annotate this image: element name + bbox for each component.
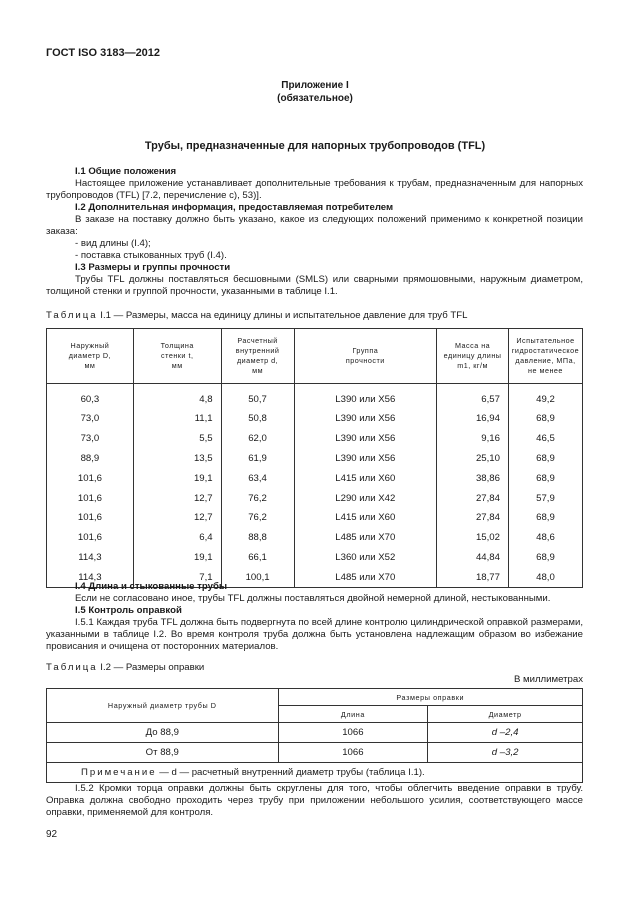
section-title: Трубы, предназначенные для напорных трубопроводов (TFL) [144, 140, 486, 152]
table-row: 101,6 6,4 88,8 L485 или X70 15,02 48,6 [47, 528, 583, 548]
list-item: - вид длины (I.4); [75, 238, 151, 249]
col-header-outer-diameter: Наружный диаметр D, мм [47, 329, 134, 384]
paragraph-i5-1: I.5.1 Каждая труба TFL должна быть подвергнута по всей длине контролю цилиндрической оправкой размерами, указанными в таблице I.2. Во время контроля труба должна быть установлена надлежащим образом во избежание провисания и очищена от посторонних материалов. [46, 617, 583, 652]
col-header-mandrel-size: Размеры оправки [278, 689, 582, 706]
table-note-row [47, 763, 583, 783]
list-item: - поставка стыкованных труб (I.4). [75, 250, 227, 261]
paragraph-i1: Настоящее приложение устанавливает дополнительные требования к трубам, предназначенным для напорных трубопроводов (TFL) [7.2, перечисление c), 53)]. [46, 178, 583, 201]
col-header-length: Длина [278, 706, 428, 723]
table-row: От 88,9 1066 d –3,2 [47, 743, 583, 763]
col-header-pipe-diameter: Наружный диаметр трубы D [47, 689, 279, 723]
table-row: 114,3 19,1 66,1 L360 или X52 44,84 68,9 [47, 548, 583, 568]
paragraph-i4: Если не согласовано иное, трубы TFL должны поставляться двойной немерной длиной, нестыкованными. [75, 593, 551, 604]
table-row: 60,3 4,8 50,7 L390 или X56 6,57 49,2 [47, 384, 583, 410]
document-code: ГОСТ ISO 3183—2012 [46, 47, 161, 59]
col-header-test-pressure: Испытательное гидростатическое давление, МПа, не менее [508, 329, 582, 384]
table-i1 [46, 328, 583, 588]
heading-i2: I.2 Дополнительная информация, предоставляемая потребителем [75, 202, 394, 213]
paragraph-i5-2: I.5.2 Кромки торца оправки должны быть скруглены для того, чтобы облегчить введение оправки в трубу. Оправка должна свободно проходить через трубу при приложении небольшого усилия, соответствующего массе оправки, применяемой для контроля. [46, 783, 583, 818]
page-number: 92 [46, 829, 58, 840]
table-row: 101,6 19,1 63,4 L415 или X60 38,86 68,9 [47, 468, 583, 488]
heading-i4: I.4 Длина и стыкованные трубы [75, 581, 228, 592]
table-row: 88,9 13,5 61,9 L390 или X56 25,10 68,9 [47, 449, 583, 469]
heading-i1: I.1 Общие положения [75, 166, 177, 177]
table-row: 114,3 7,1 100,1 L485 или X70 18,77 48,0 [47, 567, 583, 587]
col-header-mass: Масса на единицу длины m1, кг/м [437, 329, 509, 384]
table2-units: В миллиметрах [513, 674, 583, 685]
annex-title: Приложение I [281, 80, 349, 91]
table-row: До 88,9 1066 d –2,4 [47, 723, 583, 743]
table2-caption: Таблица I.2 — Размеры оправки [46, 662, 205, 673]
table-row: 101,6 12,7 76,2 L290 или X42 27,84 57,9 [47, 488, 583, 508]
table1-caption: Таблица I.1 — Размеры, масса на единицу длины и испытательное давление для труб TFL [46, 310, 468, 321]
col-header-strength-group: Группа прочности [294, 329, 437, 384]
paragraph-i3: Трубы TFL должны поставляться бесшовными (SMLS) или сварными прямошовными, наружным диаметром, толщиной стенки и группой прочности, указанными в таблице I.1. [46, 274, 583, 297]
heading-i5: I.5 Контроль оправкой [75, 605, 182, 616]
paragraph-i2: В заказе на поставку должно быть указано, какое из следующих положений применимо к конкретной позиции заказа: [46, 214, 583, 237]
table-row: 73,0 5,5 62,0 L390 или X56 9,16 46,5 [47, 429, 583, 449]
col-header-diameter: Диаметр [428, 706, 583, 723]
table-i2 [46, 688, 583, 783]
table-row: 101,6 12,7 76,2 L415 или X60 27,84 68,9 [47, 508, 583, 528]
heading-i3: I.3 Размеры и группы прочности [75, 262, 231, 273]
annex-status: (обязательное) [277, 93, 353, 104]
col-header-inner-diameter: Расчетный внутренний диаметр d, мм [221, 329, 294, 384]
table-note: Примечание — d — расчетный внутренний диаметр трубы (таблица I.1). [47, 763, 583, 783]
col-header-wall-thickness: Толщина стенки t, мм [133, 329, 221, 384]
table-row: 73,0 11,1 50,8 L390 или X56 16,94 68,9 [47, 409, 583, 429]
